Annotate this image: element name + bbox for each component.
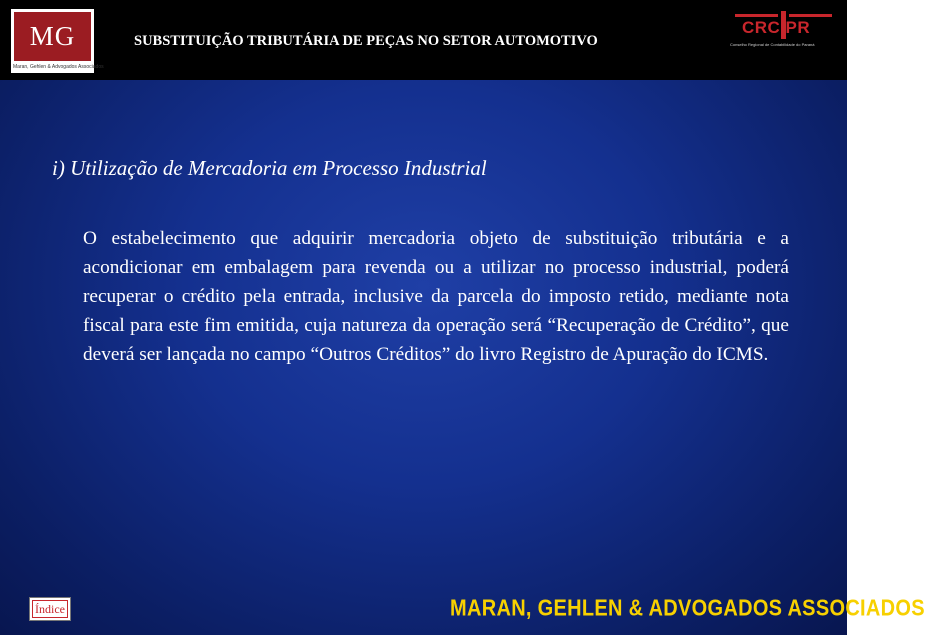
index-button[interactable] — [29, 597, 71, 621]
crc-logo-bar-left — [735, 14, 778, 17]
crc-pr-logo — [730, 11, 837, 53]
mg-logo-box — [14, 12, 91, 61]
header-bar — [0, 0, 847, 80]
section-title: i) Utilização de Mercadoria em Processo Industrial — [52, 156, 487, 180]
crc-logo-subtext: Conselho Regional de Contabilidade do Paraná — [730, 42, 815, 47]
index-button-label: Índice — [32, 600, 68, 618]
mg-logo — [11, 9, 104, 73]
crc-logo-text: CRC PR — [742, 18, 811, 37]
firm-name-footer: MARAN, GEHLEN & ADVOGADOS ASSOCIADOS — [450, 596, 925, 622]
body-paragraph: O estabelecimento que adquirir mercadoria objeto de substituição tributária e a acondicionar em embalagem para revenda ou a utilizar no processo industrial, poderá recuperar o crédito pela entrada, inclusive da parcela do imposto retido, mediante nota fiscal para este fim emitida, cuja natureza da operação será “Recuperação de Crédito”, que deverá ser lançada no campo “Outros Créditos” do livro Registro de Apuração do ICMS. — [83, 228, 789, 365]
mg-logo-letters: MG — [29, 21, 76, 51]
mg-logo-caption: Maran, Gehlen & Advogados Associados — [13, 64, 104, 70]
crc-logo-bar-right — [789, 14, 832, 17]
header-title: SUBSTITUIÇÃO TRIBUTÁRIA DE PEÇAS NO SETOR AUTOMOTIVO — [134, 33, 598, 49]
